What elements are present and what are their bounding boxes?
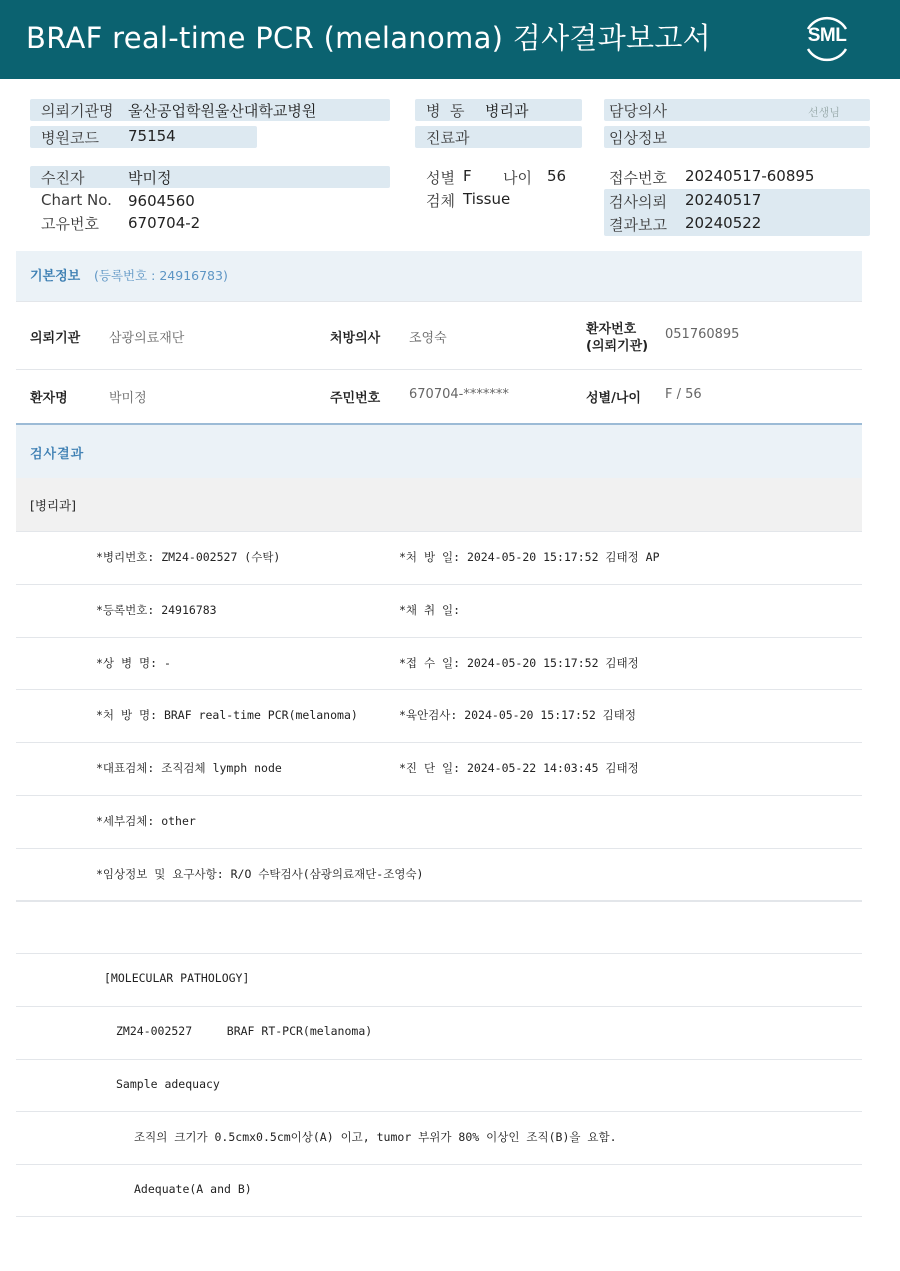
divider xyxy=(16,301,862,302)
dept-band xyxy=(16,478,862,531)
chart-no-label: Chart No. xyxy=(41,191,112,209)
receipt-no-label: 접수번호 xyxy=(609,169,667,187)
specimen-label: 검체 xyxy=(426,192,455,210)
basic-info-title: 기본정보 xyxy=(30,269,81,284)
logo-text: SML xyxy=(807,25,847,46)
request-label: 검사의뢰 xyxy=(609,193,667,211)
inst-value: 삼광의료재단 xyxy=(109,331,185,346)
divider xyxy=(16,1006,862,1007)
report-label: 결과보고 xyxy=(609,216,667,234)
result-field-left: *등록번호: 24916783 xyxy=(96,602,217,617)
sex-age-value: F / 56 xyxy=(665,387,702,402)
department-label: 진료과 xyxy=(426,129,470,147)
inst-label: 의뢰기관 xyxy=(30,331,81,346)
rrn-value: 670704-******* xyxy=(409,387,509,402)
age-value: 56 xyxy=(547,167,567,185)
adequacy-result: Adequate(A and B) xyxy=(134,1182,252,1196)
result-field-left: *대표검체: 조직검체 lymph node xyxy=(96,761,282,776)
divider xyxy=(16,369,862,370)
sex-age-label: 성별/나이 xyxy=(586,391,641,406)
sex-value: F xyxy=(463,167,472,185)
institution-value: 울산공업학원울산대학교병원 xyxy=(128,102,317,120)
results-title: 검사결과 xyxy=(30,447,85,462)
report-title: BRAF real-time PCR (melanoma) 검사결과보고서 xyxy=(26,21,711,55)
hospital-code-label: 병원코드 xyxy=(41,129,99,147)
result-field-left: *세부검체: other xyxy=(96,814,196,828)
patient-no-label-sub: (의뢰기관) xyxy=(586,339,649,354)
clinical-info-label: 임상정보 xyxy=(609,129,667,147)
result-field-right: *진 단 일: 2024-05-22 14:03:45 김태정 xyxy=(399,761,639,776)
molecular-title: [MOLECULAR PATHOLOGY] xyxy=(104,971,250,985)
unique-no-label: 고유번호 xyxy=(41,215,99,233)
divider xyxy=(16,742,862,743)
patient-no-value: 051760895 xyxy=(665,327,740,342)
result-field-left: *병리번호: ZM24-002527 (수탁) xyxy=(96,550,281,564)
divider xyxy=(16,795,862,796)
result-field-right: *접 수 일: 2024-05-20 15:17:52 김태정 xyxy=(399,655,639,670)
recipient-label: 수진자 xyxy=(41,169,85,187)
registration-number: (등록번호 : 24916783) xyxy=(94,268,228,283)
report-value: 20240522 xyxy=(685,214,762,232)
patient-name-label: 환자명 xyxy=(30,391,68,406)
unique-no-value: 670704-2 xyxy=(128,214,201,232)
divider xyxy=(16,900,862,901)
divider xyxy=(16,637,862,638)
receipt-no-value: 20240517-60895 xyxy=(685,167,815,185)
result-field-right: *육안검사: 2024-05-20 15:17:52 김태정 xyxy=(399,708,637,723)
divider xyxy=(16,901,862,902)
results-band xyxy=(16,425,862,478)
institution-label: 의뢰기관명 xyxy=(41,102,114,120)
divider xyxy=(16,1216,862,1217)
patient-no-label: 환자번호 xyxy=(586,322,637,337)
result-field-left: *상 병 명: - xyxy=(96,655,171,670)
divider xyxy=(16,1164,862,1165)
request-value: 20240517 xyxy=(685,191,762,209)
specimen-value: Tissue xyxy=(463,190,511,208)
chart-no-value: 9604560 xyxy=(128,192,195,210)
adequacy-title: Sample adequacy xyxy=(116,1077,220,1091)
ward-label: 병 동 xyxy=(426,102,465,120)
result-field-left: *임상정보 및 요구사항: R/O 수탁검사(삼광의료재단-조영숙) xyxy=(96,866,424,881)
result-field-right: *처 방 일: 2024-05-20 15:17:52 김태정 AP xyxy=(399,550,660,564)
result-field-left: *처 방 명: BRAF real-time PCR(melanoma) xyxy=(96,708,358,723)
patient-name-value: 박미정 xyxy=(109,391,147,406)
divider xyxy=(16,953,862,954)
rrn-label: 주민번호 xyxy=(330,391,381,406)
divider xyxy=(16,531,862,532)
prescriber-label: 처방의사 xyxy=(330,331,381,346)
adequacy-criteria: 조직의 크기가 0.5cmx0.5cm이상(A) 이고, tumor 부위가 80% 이상인 조직(B)을 요함. xyxy=(134,1130,617,1144)
age-label: 나이 xyxy=(503,169,532,187)
doctor-label: 담당의사 xyxy=(609,102,667,120)
divider xyxy=(16,584,862,585)
recipient-value: 박미정 xyxy=(128,169,172,187)
divider xyxy=(16,1111,862,1112)
divider xyxy=(16,689,862,690)
doctor-suffix: 선생님 xyxy=(808,106,840,119)
ward-value: 병리과 xyxy=(485,102,529,120)
hospital-code-value: 75154 xyxy=(128,127,176,145)
prescriber-value: 조영숙 xyxy=(409,331,447,346)
case-line: ZM24-002527 BRAF RT-PCR(melanoma) xyxy=(116,1024,373,1038)
divider xyxy=(16,848,862,849)
divider xyxy=(16,1059,862,1060)
dept-label: [병리과] xyxy=(30,498,76,513)
sex-label: 성별 xyxy=(426,169,455,187)
result-field-right: *채 취 일: xyxy=(399,602,461,617)
